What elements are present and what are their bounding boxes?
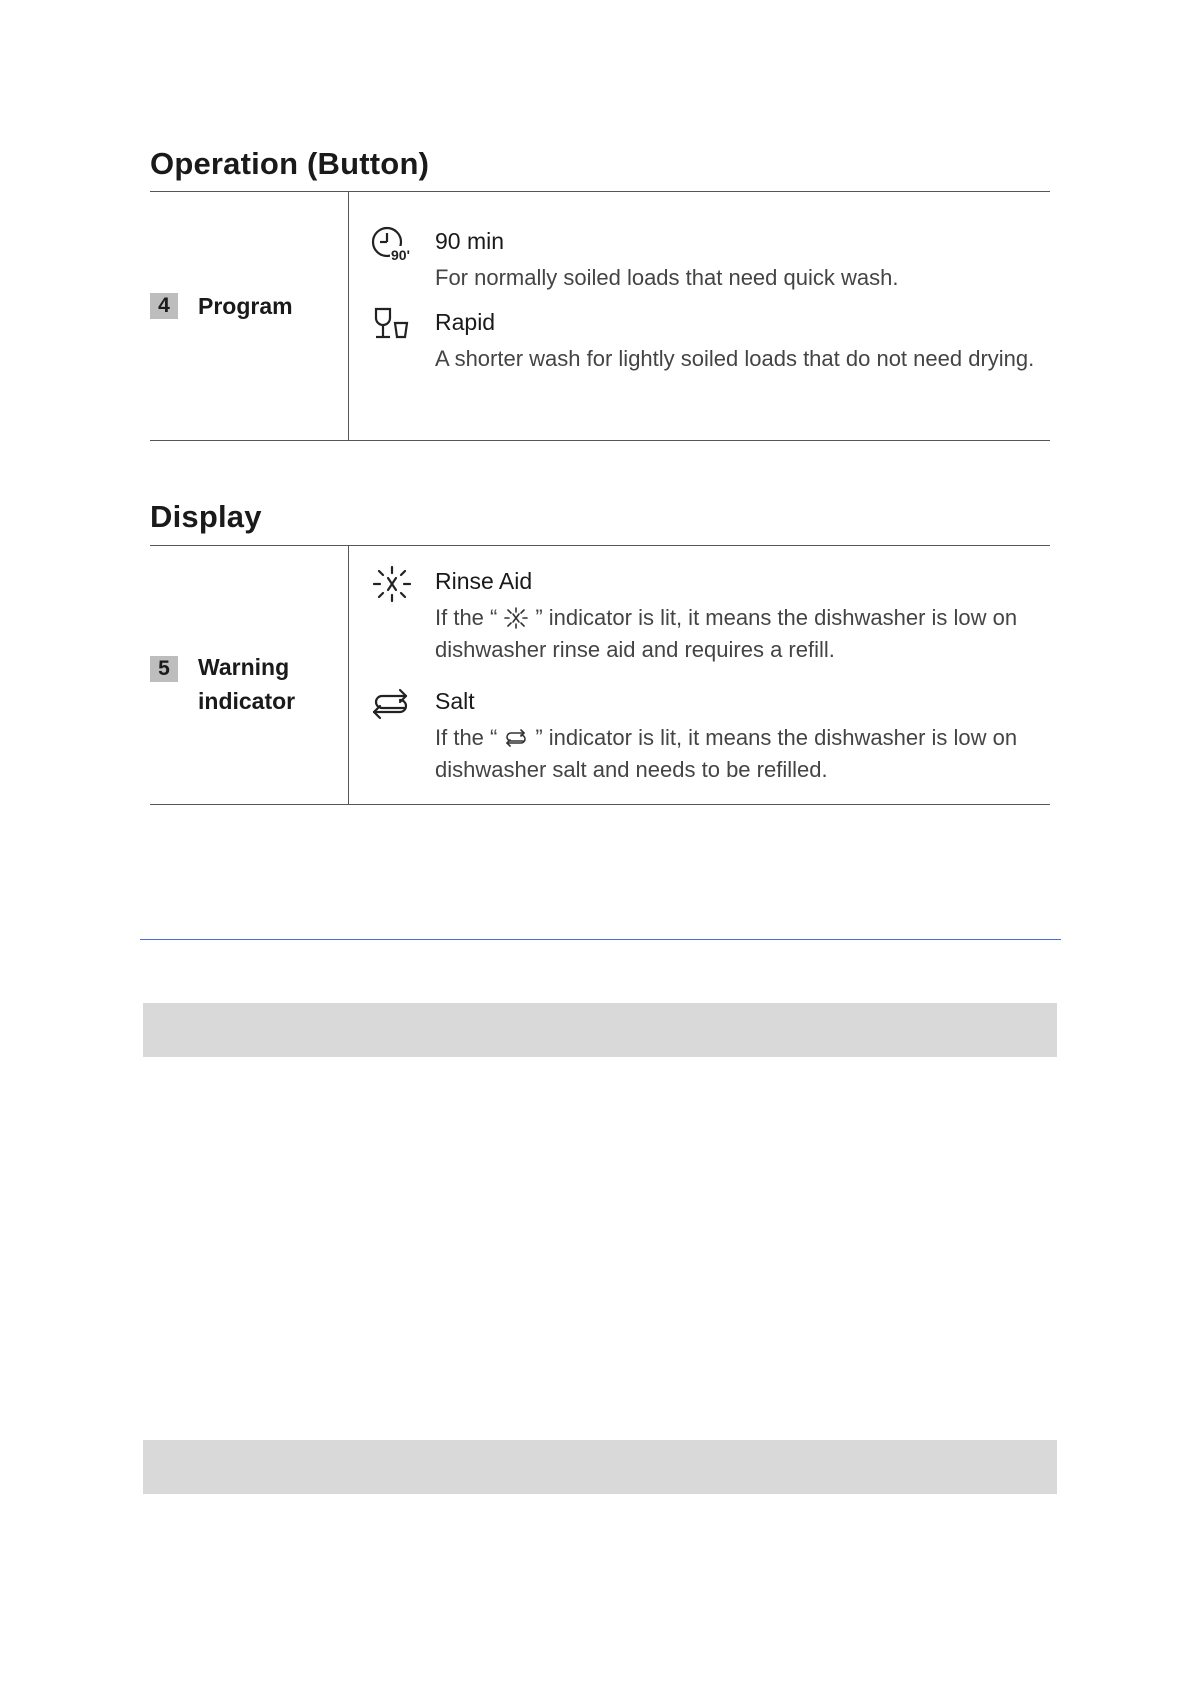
glass-cup-icon [370,305,414,345]
row-label-warning-indicator: Warning indicator [198,654,296,714]
operation-section-title: Operation (Button) [150,146,430,181]
entry-name: Rapid [435,309,496,335]
warning-entry-salt [370,684,1050,794]
row-label-program: Program [198,293,293,319]
number-badge: 5 [150,656,178,682]
display-left-cell [150,546,349,804]
rinse-aid-icon [370,564,414,604]
entry-description: If the “ ” indicator is lit, it means the dishwasher is low on dishwasher rinse aid and requires a refill. [435,605,1018,662]
clock-90-icon [370,224,414,264]
entry-description: For normally soiled loads that need quick wash. [435,265,899,290]
number-badge: 4 [150,293,178,319]
display-section-title: Display [150,499,262,534]
entry-name: Salt [435,688,475,714]
svg-text:90': 90' [391,247,410,263]
operation-table [150,191,1050,441]
operation-left-cell [150,192,349,440]
warning-entry-rinse-aid [370,564,1050,674]
salt-icon [370,684,414,724]
salt-inline-icon [503,727,529,749]
program-entry-90min [370,224,1050,296]
grey-band-top [143,1003,1057,1057]
entry-description: A shorter wash for lightly soiled loads that do not need drying. [435,346,1035,371]
entry-name: Rinse Aid [435,568,533,594]
display-table [150,545,1050,805]
program-entry-rapid [370,305,1050,415]
blue-divider-rule [140,939,1061,940]
rinse-aid-inline-icon [503,607,529,629]
entry-name: 90 min [435,228,505,254]
entry-description: If the “ ” indicator is lit, it means the dishwasher is low on dishwasher salt and needs to be refilled. [435,725,1018,782]
grey-band-bottom [143,1440,1057,1494]
